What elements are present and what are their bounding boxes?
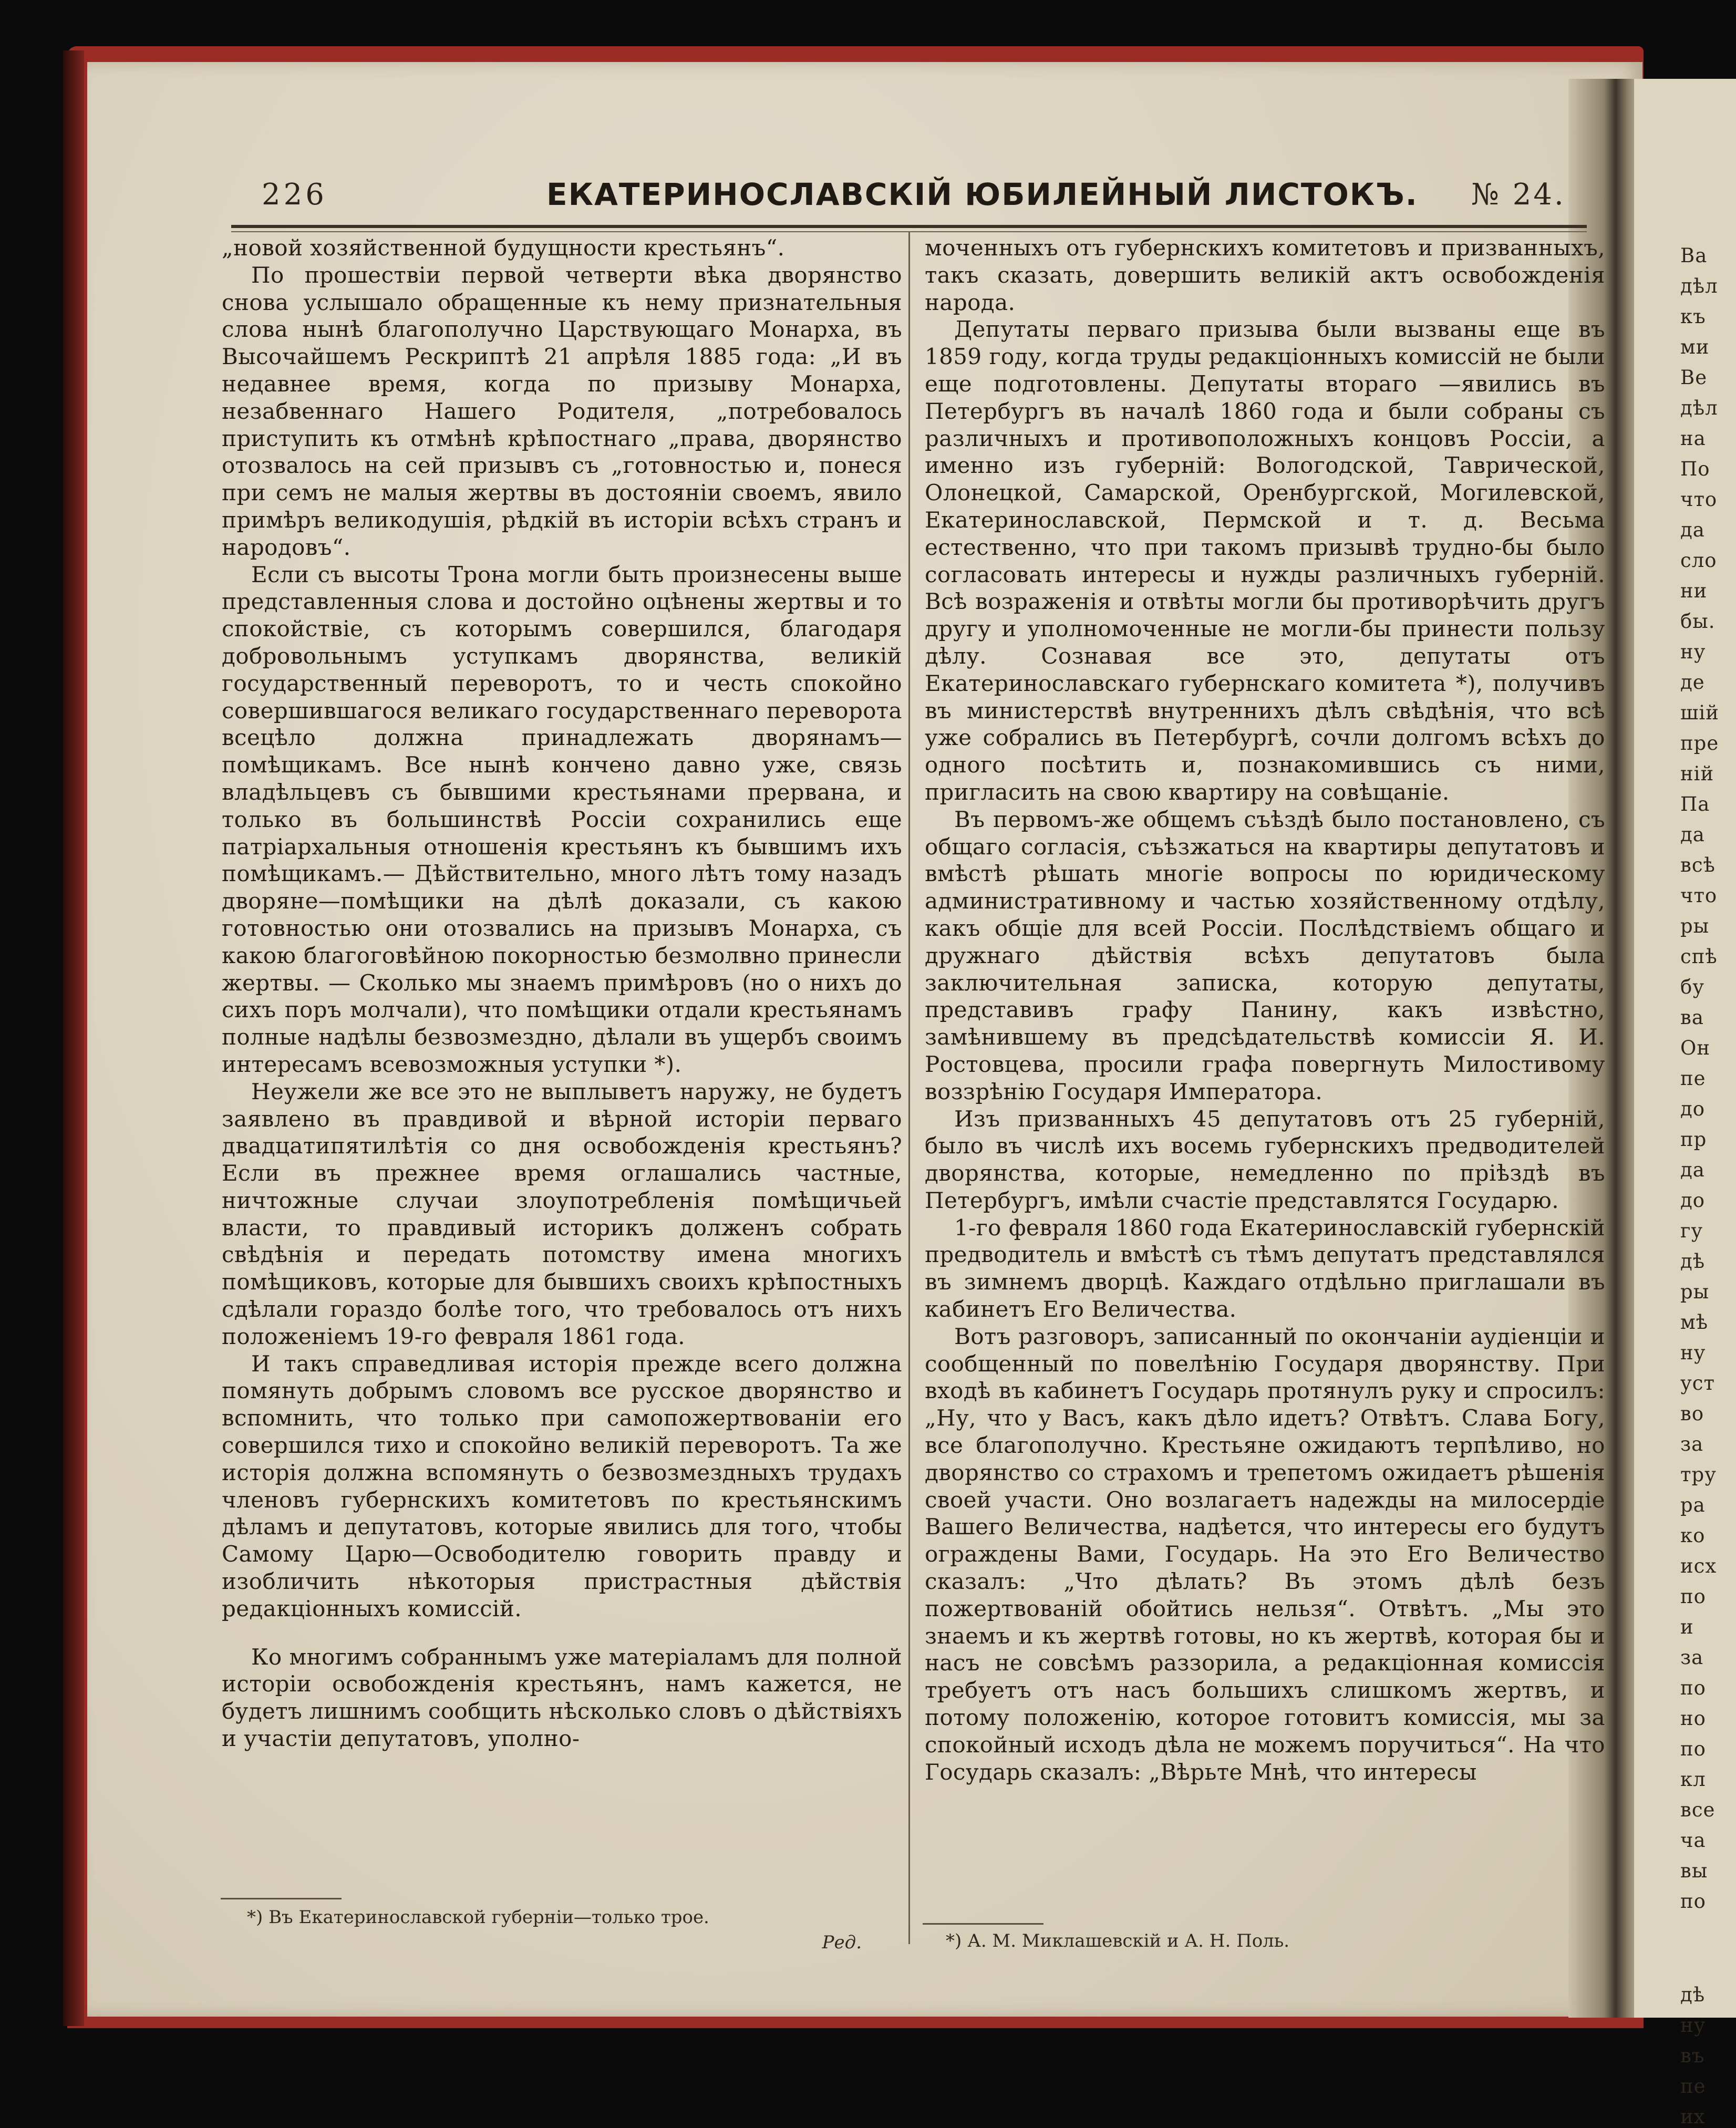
- facing-page-fragment: Па: [1680, 793, 1710, 815]
- paragraph: „новой хозяйственной будущности крестьянъ“.: [222, 235, 785, 261]
- facing-page-fragment: да: [1680, 823, 1705, 846]
- facing-page-fragment: пр: [1680, 1128, 1707, 1151]
- facing-page: [1634, 79, 1736, 2128]
- facing-page-fragment: за: [1680, 1646, 1704, 1669]
- facing-page-fragment: ра: [1680, 1494, 1706, 1516]
- facing-page-fragment: ній: [1680, 762, 1714, 785]
- paragraph: Въ первомъ-же общемъ съѣздѣ было постановлено, съ общаго согласія, съѣзжаться на квартиры депутатовъ и вмѣстѣ рѣшать многіе вопросы по юридическому административному и частью хозяйственному отдѣлу, какъ общіе для всей Россіи. Послѣдствіемъ общаго и дружнаго дѣйствія всѣхъ депутатовъ была заключительная записка, которую депутаты, представивъ графу Панину, какъ извѣстно, замѣнившему въ предсѣдательствѣ комиссіи Я. И. Ростовцева, просили графа повергнуть Милостивому воззрѣнію Государя Императора.: [925, 806, 1605, 1104]
- facing-page-fragment: бу: [1680, 976, 1705, 998]
- facing-page-fragment: гу: [1680, 1220, 1703, 1242]
- footnote-text: *) Въ Екатеринославской губерніи—только трое.: [247, 1907, 709, 1928]
- facing-page-fragment: кл: [1680, 1768, 1706, 1791]
- facing-page-fragment: до: [1680, 1189, 1706, 1212]
- facing-page-fragment: ры: [1680, 1280, 1710, 1303]
- facing-page-fragment: все: [1680, 1799, 1716, 1821]
- publication-title: ЕКАТЕРИНОСЛАВСКІЙ ЮБИЛЕЙНЫЙ ЛИСТОКЪ.: [546, 177, 1418, 212]
- facing-page-fragment: ну: [1680, 641, 1706, 663]
- footnote-rule: [923, 1923, 1043, 1925]
- paragraph: Депутаты перваго призыва были вызваны еще въ 1859 году, когда труды редакціонныхъ комиссій не были еще подготовлены. Депутаты втораго —явились въ Петербургъ въ началѣ 1860 года и были собраны съ различныхъ и противоположныхъ концовъ Россіи, а именно изъ губерній: Вологодской, Таврической, Олонецкой, Самарской, Оренбургской, Могилевской, Екатеринославской, Пермской и т. д. Весьма естественно, что при такомъ призывѣ трудно-бы было согласовать интересы и нужды различныхъ губерній. Всѣ возраженія и отвѣты могли бы противорѣчить другъ другу и уполномоченные не могли-бы принести пользу дѣлу. Сознавая все это, депутаты отъ Екатеринославскаго губернскаго комитета *), получивъ въ министерствѣ внутреннихъ дѣлъ свѣдѣнія, что всѣ уже собрались въ Петербургѣ, сочли долгомъ всѣхъ до одного посѣтить и, познакомившись съ ними, пригласить на свою квартиру на совѣщаніе.: [925, 316, 1605, 805]
- column-divider: [908, 231, 910, 1944]
- paragraph: Вотъ разговоръ, записанный по окончаніи аудіенціи и сообщенный по повелѣнію Государя дворянству. При входѣ въ кабинетъ Государь протянулъ руку и спросилъ: „Ну, что у Васъ, какъ дѣло идетъ? Отвѣтъ. Слава Богу, все благополучно. Крестьяне ожидаютъ терпѣливо, но дворянство со страхомъ и трепетомъ ожидаетъ рѣшенія своей участи. Оно возлагаетъ надежды на милосердіе Вашего Величества, надѣется, что интересы его будутъ ограждены Вами, Государь. На это Его Величество сказалъ: „Что дѣлать? Въ этомъ дѣлѣ безъ пожертвованій обойтись нельзя“. Отвѣтъ. „Мы это знаемъ и къ жертвѣ готовы, но къ жертвѣ, которая бы и насъ не совсѣмъ раззорила, а редакціонная комиссія требуетъ отъ насъ большихъ слишкомъ жертвъ, и потому положенію, которое готовитъ комиссія, мы за спокойный исходъ дѣла не можемъ поручиться“. На что Государь сказалъ: „Вѣрьте Мнѣ, что интересы: [925, 1323, 1605, 1785]
- facing-page-fragment: ну: [1680, 1341, 1706, 1364]
- facing-page-fragment: мѣ: [1680, 1311, 1709, 1334]
- facing-page-fragment: вы: [1680, 1860, 1708, 1882]
- facing-page-fragment: за: [1680, 1433, 1704, 1455]
- footnote-rule: [221, 1898, 342, 1899]
- facing-page-fragment: уст: [1680, 1372, 1715, 1394]
- right-column: [925, 234, 1605, 1785]
- facing-page-fragment: де: [1680, 671, 1705, 694]
- facing-page-fragment: по: [1680, 1677, 1706, 1699]
- paragraph: моченныхъ отъ губернскихъ комитетовъ и призванныхъ, такъ сказать, довершить великій актъ освобожденія народа.: [925, 235, 1605, 315]
- facing-page-fragment: всѣ: [1680, 854, 1716, 876]
- paragraph: Неужели же все это не выплыветъ наружу, не будетъ заявлено въ правдивой и вѣрной исторіи перваго двадцатипятилѣтія со дня освобожденія крестьянъ? Если въ прежнее время оглашались частные, ничтожные случаи злоупотребленія помѣщичьей власти, то правдивый историкъ долженъ собрать свѣдѣнія и передать потомству имена многихъ помѣщиковъ, которые для бывшихъ своихъ крѣпостныхъ сдѣлали гораздо болѣе того, что требовалось отъ нихъ положеніемъ 19-го февраля 1861 года.: [222, 1078, 902, 1349]
- paragraph: По прошествіи первой четверти вѣка дворянство снова услышало обращенные къ нему признательныя слова нынѣ благополучно Царствующаго Монарха, въ Высочайшемъ Рескриптѣ 21 апрѣля 1885 года: „И въ недавнее время, когда по призыву Монарха, незабвеннаго Нашего Родителя, „потребовалось приступить къ отмѣнѣ крѣпостнаго „права, дворянство отозвалось на сей призывъ съ „готовностью и, понеся при семъ не малыя жертвы въ достояніи своемъ, явило примѣръ великодушія, рѣдкій въ исторіи всѣхъ странъ и народовъ“.: [222, 262, 902, 560]
- facing-page-fragment: въ: [1680, 2044, 1705, 2067]
- facing-page-fragment: По: [1680, 458, 1710, 480]
- facing-page-fragment: по: [1680, 1738, 1706, 1760]
- paragraph: Если съ высоты Трона могли быть произнесены выше представленныя слова и достойно оцѣнены жертвы и то спокойствіе, съ которымъ совершился, благодаря добровольнымъ уступкамъ дворянства, великій государственный переворотъ, то и честь спокойно совершившагося великаго государственнаго переворота всецѣло должна принадлежать дворянамъ—помѣщикамъ. Все нынѣ кончено давно уже, связь владѣльцевъ съ бывшими крестьянами прервана, и только въ большинствѣ Россіи сохранились еще патріархальныя отношенія крестьянъ къ бывшимъ ихъ помѣщикамъ.— Дѣйствительно, много лѣтъ тому назадъ дворяне—помѣщики на дѣлѣ доказали, съ какою готовностью они отозвались на призывъ Монарха, съ какою благоговѣйною покорностью безмолвно принесли жертвы. — Сколько мы знаемъ примѣровъ (но о нихъ до сихъ поръ молчали), что помѣщики отдали крестьянамъ полные надѣлы безвозмездно, дѣлали въ ущербъ своимъ интересамъ всевозможныя уступки *).: [222, 561, 902, 1077]
- facing-page-fragment: ко: [1680, 1524, 1706, 1547]
- facing-page-fragment: дѣл: [1680, 275, 1718, 297]
- facing-page-fragment: спѣ: [1680, 945, 1718, 968]
- facing-page-fragment: исх: [1680, 1555, 1717, 1577]
- facing-page-fragment: да: [1680, 519, 1705, 541]
- facing-page-fragment: ва: [1680, 1006, 1704, 1029]
- facing-page-fragment: дѣ: [1680, 1984, 1706, 2006]
- facing-page-fragment: сло: [1680, 549, 1717, 572]
- facing-page-fragment: ми: [1680, 336, 1710, 358]
- facing-page-fragment: их: [1680, 2105, 1706, 2128]
- facing-page-fragment: до: [1680, 1098, 1706, 1120]
- facing-page-fragment: пре: [1680, 732, 1719, 755]
- facing-page-fragment: да: [1680, 1159, 1705, 1181]
- facing-page-fragment: пе: [1680, 1067, 1706, 1090]
- facing-page-fragment: тру: [1680, 1463, 1717, 1486]
- facing-page-fragment: ча: [1680, 1829, 1706, 1852]
- facing-page-fragment: шій: [1680, 701, 1719, 724]
- facing-page-fragment: дѣ: [1680, 1250, 1706, 1273]
- facing-page-fragment: пе: [1680, 2075, 1706, 2098]
- header-rule: [231, 225, 1587, 228]
- facing-page-fragment: что: [1680, 884, 1718, 907]
- facing-page-fragment: Ва: [1680, 244, 1708, 267]
- issue-number: № 24.: [1471, 178, 1566, 212]
- facing-page-fragment: къ: [1680, 305, 1706, 328]
- facing-page-fragment: и: [1680, 1616, 1694, 1638]
- facing-page-fragment: Он: [1680, 1037, 1710, 1059]
- page-number: 226: [262, 178, 327, 212]
- facing-page-fragment: Ве: [1680, 366, 1708, 389]
- footnote-signature: Ред.: [822, 1932, 862, 1953]
- facing-page-fragment: дѣл: [1680, 397, 1718, 419]
- facing-page-fragment: но: [1680, 1707, 1706, 1730]
- facing-page-fragment: по: [1680, 1890, 1706, 1913]
- facing-page-fragment: что: [1680, 488, 1718, 511]
- paragraph: 1-го февраля 1860 года Екатеринославскій губернскій предводитель и вмѣстѣ съ тѣмъ депутатъ представлялся въ зимнемъ дворцѣ. Каждаго отдѣльно приглашали въ кабинетъ Его Величества.: [925, 1214, 1605, 1323]
- right-footnote: *) А. М. Миклашевскій и А. Н. Поль.: [946, 1930, 1290, 1951]
- cover-shadow: [63, 50, 84, 2026]
- paragraph: И такъ справедливая исторія прежде всего должна помянуть добрымъ словомъ все русское дворянство и вспомнить, что только при самопожертвованіи его совершился тихо и спокойно великій переворотъ. Та же исторія должна вспомянуть о безвозмездныхъ трудахъ членовъ губернскихъ комитетовъ по крестьянскимъ дѣламъ и депутатовъ, которые явились для того, чтобы Самому Царю—Освободителю говорить правду и изобличить нѣкоторыя пристрастныя дѣйствія редакціонныхъ комиссій.: [222, 1350, 902, 1621]
- paragraph: Ко многимъ собраннымъ уже матеріаламъ для полной исторіи освобожденія крестьянъ, намъ кажется, не будетъ лишнимъ сообщить нѣсколько словъ о дѣйствіяхъ и участіи депутатовъ, уполно-: [222, 1644, 902, 1752]
- left-column: [222, 234, 902, 1752]
- facing-page-fragment: ры: [1680, 915, 1710, 937]
- facing-page-fragment: бы.: [1680, 610, 1716, 633]
- facing-page-fragment: по: [1680, 1585, 1706, 1608]
- facing-page-fragment: во: [1680, 1402, 1704, 1425]
- page-header: [231, 173, 1566, 215]
- left-footnote: [247, 1905, 914, 1955]
- facing-page-fragment: на: [1680, 427, 1706, 450]
- facing-page-fragment: ну: [1680, 2014, 1706, 2037]
- facing-page-fragment: ни: [1680, 580, 1708, 602]
- paragraph: Изъ призванныхъ 45 депутатовъ отъ 25 губерній, было въ числѣ ихъ восемь губернскихъ предводителей дворянства, которые, немедленно по пріѣздѣ въ Петербургъ, имѣли счастіе представлятся Государю.: [925, 1106, 1605, 1213]
